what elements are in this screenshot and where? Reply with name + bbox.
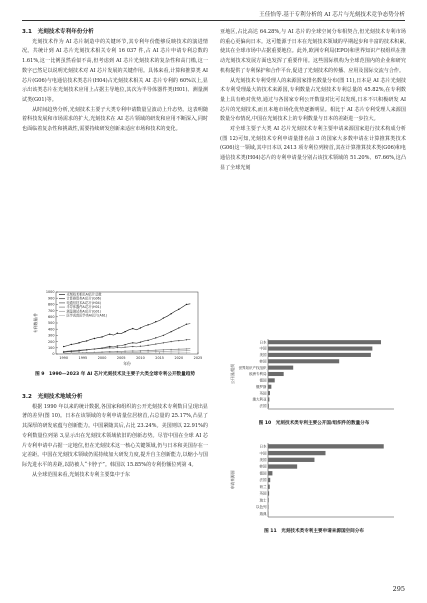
data-point: [170, 331, 171, 332]
data-point: [178, 348, 179, 349]
data-point: [117, 333, 118, 334]
x-axis-label: 年份: [123, 361, 131, 366]
data-point: [186, 324, 187, 325]
data-point: [163, 349, 164, 350]
data-point: [132, 342, 133, 343]
bar: [268, 359, 339, 363]
bar: [268, 491, 269, 495]
category-label: 日本: [259, 340, 267, 345]
data-point: [186, 304, 187, 305]
category-label: 中国: [259, 451, 267, 456]
data-point: [147, 351, 148, 352]
category-label: 法国: [259, 404, 267, 409]
right-column-text: [220, 28, 406, 174]
figure-10-caption: 图 10 光刻技术类专利主要公开国/组织件的数量分布: [258, 421, 370, 426]
data-point: [117, 353, 118, 354]
bar: [268, 391, 270, 395]
data-point: [140, 353, 141, 354]
data-point: [155, 352, 156, 353]
y-tick-label: 600: [48, 315, 55, 319]
data-point: [132, 353, 133, 354]
category-label: 日本: [259, 444, 267, 449]
running-head: 王佳怡等.基于专利分析的 AI 芯片与光刻技术竞争态势分析: [259, 12, 405, 18]
data-point: [78, 350, 79, 351]
y-tick-label: 700: [48, 308, 55, 313]
data-point: [86, 353, 87, 354]
category-label: 欧洲专利局: [249, 372, 267, 377]
data-point: [71, 353, 72, 354]
category-label: 美国: [259, 458, 267, 463]
data-point: [124, 351, 125, 352]
data-point: [71, 350, 72, 351]
data-point: [132, 328, 133, 329]
data-point: [147, 324, 148, 325]
bar: [268, 471, 272, 475]
paragraph: 从时间趋势分析,光刻技术主要子大类专利申请数量呈波动上升态势。这表明随着科技发展和市场需求的扩大,光刻技术在 AI 芯片领域的研发和应用不断深入,同时也面临着复杂性和挑战性,需要持续研发创新来适应市场和技术的变化。: [22, 106, 208, 133]
data-point: [155, 337, 156, 338]
x-tick-label: 2005: [116, 356, 126, 360]
data-point: [178, 327, 179, 328]
data-point: [86, 340, 87, 341]
data-point: [163, 342, 164, 343]
page-number: 295: [392, 585, 405, 593]
y-axis-label: 专利数量/件: [33, 312, 38, 334]
bar: [268, 353, 371, 357]
data-point: [155, 343, 156, 344]
data-point: [163, 352, 164, 353]
bar-chart-svg: [228, 336, 400, 418]
paragraph: 光刻技术作为 AI 芯片制造中的关键环节,其专利年份能够反映技术的演进情况。共统计到 AI 芯片光刻技术相关专利 16 037 件,占 AI 芯片申请专利总数的 1.61%,这一比例虽然看似不高,但考虑到 AI 芯片光刻技术的复杂性和高门槛,这一数字已然足以说明光刻技术对 AI 芯片发展的关键作用。具体来看,计算和推算类 AI 芯片(G06)与电通信技术类芯片(H04)占光刻技术相关 AI 芯片专利的 60%以上,显示出该类芯片在光刻技术应用上占据主导地位,其次为半导体器件类(H01)、测量测试类(G01)等。: [22, 38, 208, 103]
data-point: [101, 353, 102, 354]
data-point: [101, 336, 102, 337]
data-point: [163, 351, 164, 352]
legend-label: 半导体器件AI芯片(H01): [66, 305, 101, 310]
category-label: 德国: [259, 471, 267, 476]
data-point: [170, 350, 171, 351]
category-label: 澳大利亚: [252, 397, 267, 402]
data-point: [178, 340, 179, 341]
bar: [268, 478, 270, 482]
category-label: 中国: [259, 346, 267, 351]
data-point: [101, 348, 102, 349]
data-point: [186, 352, 187, 353]
category-label: 韩国: [259, 359, 267, 364]
category-label: 世界知识产权组织: [238, 365, 267, 370]
data-point: [147, 350, 148, 351]
category-label: 瑞典: [259, 511, 267, 516]
y-tick-label: 500: [48, 321, 55, 326]
figure-11-caption: 图 11 光刻技术类专利主要申请来源国空间分布: [264, 529, 364, 534]
data-point: [147, 340, 148, 341]
data-point: [147, 352, 148, 353]
legend-label: 医学或兽医学类AI芯片(A61): [66, 313, 108, 318]
data-point: [63, 353, 64, 354]
x-tick-label: 2015: [155, 356, 164, 360]
bar: [268, 397, 269, 401]
bar: [268, 385, 271, 389]
x-tick-label: 2025: [193, 356, 202, 360]
paragraph: 亚地区,占比高达 64.28%,与 AI 芯片的全球空间分布相契合,但光刻技术专利市场的重心更偏向日本。这可能源于日本在光刻技术领域的早期起步和丰富的技术积累,使其在全球市场中占据重要地位。此外,欧洲专利局(EPO)和世界知识产权组织在推动光刻技术发展方面也发挥了重要作用。这些国际机构为全球范围内的企业和研究机构提供了专利保护和合作平台,促进了光刻技术的传播、应用及国际交流与合作。: [220, 29, 406, 74]
x-tick-label: 2010: [136, 356, 145, 360]
data-point: [155, 321, 156, 322]
data-point: [178, 350, 179, 351]
legend-label: 电通信技术AI芯片(H04): [66, 300, 101, 305]
category-label: 荷兰: [259, 484, 267, 489]
bar: [268, 458, 314, 462]
bar: [268, 378, 275, 382]
series-line: [64, 324, 191, 353]
figure-11-bar-chart: [228, 440, 400, 526]
legend-label: 计算推算类AI芯片(G06): [66, 296, 101, 301]
bar: [268, 451, 325, 455]
left-column-top: [22, 28, 208, 135]
data-point: [63, 346, 64, 347]
data-point: [78, 342, 79, 343]
data-point: [170, 341, 171, 342]
data-point: [140, 327, 141, 328]
figure-10-bar-chart: [228, 336, 400, 418]
bar: [268, 505, 269, 509]
category-label: 以色列: [256, 505, 267, 510]
legend-label: 测量测试类AI芯片(G01): [66, 309, 101, 314]
bar: [268, 498, 269, 502]
x-tick-label: 2020: [174, 356, 184, 360]
data-point: [124, 331, 125, 332]
figure-9-line-chart: [32, 288, 202, 368]
data-point: [124, 353, 125, 354]
bar-chart-svg: [228, 440, 400, 526]
y-tick-label: 1000: [45, 290, 55, 295]
legend-label: 光刻技术相关AI芯片总数: [66, 292, 102, 297]
paragraph: 根据 1990 年以来的统计数据,各国家和组织的公开光刻技术专利数目呈现出显著的差异(图 10)。日本在该领域的专利申请量位居榜首,占总量的 25.17%,凸显了其深厚的研发底蕴与创新能力。中国紧随其后,占比 23.24%。美国则以 22.91%的专利数量位列第 3,显示出在光刻技术领域依旧的创新态势。尽管中国在全球 AI 芯片专利申请中占据一定地位,但在光刻技术这一核心关键领域,仍与日本和美国存在一定差距。中国在光刻技术领域仍需持续加大研发力度,提升自主创新能力,以缩小与国际先进水平的差距,以防被人“卡脖子”。韩国以 15.85%的专利份额位列第 4。: [22, 403, 208, 468]
data-point: [155, 351, 156, 352]
data-point: [109, 333, 110, 334]
data-point: [178, 352, 179, 353]
y-tick-label: 100: [48, 346, 55, 350]
data-point: [86, 349, 87, 350]
data-point: [155, 349, 156, 350]
x-tick-label: 1990: [59, 356, 68, 360]
data-point: [94, 338, 95, 339]
bar: [268, 404, 269, 408]
bar: [268, 372, 284, 376]
category-label: 韩国: [259, 464, 267, 469]
data-point: [170, 349, 171, 350]
category-label: 德国: [259, 378, 267, 383]
data-point: [140, 350, 141, 351]
data-point: [109, 353, 110, 354]
section-heading-3-1: 3.1 光刻技术专利年份分析: [22, 29, 94, 35]
header-rule: [22, 20, 405, 21]
data-point: [94, 348, 95, 349]
paragraph: 从全球范围来看,光刻技术专利主要集中于东: [32, 471, 130, 478]
data-point: [163, 335, 164, 336]
data-point: [132, 346, 133, 347]
data-point: [109, 347, 110, 348]
x-tick-label: 1995: [78, 356, 88, 360]
y-tick-label: 0: [52, 352, 55, 357]
bar: [268, 485, 270, 489]
data-point: [163, 317, 164, 318]
data-point: [140, 346, 141, 347]
y-tick-label: 900: [48, 296, 55, 301]
data-point: [186, 339, 187, 340]
data-point: [117, 345, 118, 346]
data-point: [124, 344, 125, 345]
left-column-bottom: [22, 393, 208, 480]
bar: [268, 347, 372, 351]
data-point: [170, 352, 171, 353]
category-label: 俄罗斯: [256, 384, 267, 389]
y-tick-label: 300: [48, 333, 55, 338]
category-label: 瑞士: [259, 498, 267, 503]
paragraph: 从光刻技术专利受理人的来源国家排名数量分布(图 11),日本是 AI 芯片光刻技术专利受理最大的技术来源国,专利数量占光刻技术专利总量的 45.82%,在专利数量上具有绝对优势,通过与各国家专利公开数量对比可以发现,日本不只积极研发 AI 芯片的光刻技术,而且本地市场化优势逐渐明显。相比于 AI 芯片专利受理人来源国数量分布情况,中国在光刻技术上的专利数量与日本的差距进一步拉大。: [220, 77, 406, 123]
figure-9-caption: 图 9 1990—2023 年 AI 芯片光刻技术及主要子大类全球专利公开数量趋势: [35, 372, 195, 377]
y-tick-label: 200: [48, 339, 55, 344]
category-label: 英国: [259, 391, 267, 396]
section-heading-3-2: 3.2 光刻技术地域分析: [22, 394, 83, 400]
data-point: [170, 313, 171, 314]
line-chart-svg: [32, 288, 202, 368]
y-tick-label: 800: [48, 302, 55, 307]
data-point: [78, 353, 79, 354]
data-point: [63, 351, 64, 352]
category-label: 英国: [259, 491, 267, 496]
bar: [268, 366, 293, 370]
data-point: [117, 347, 118, 348]
data-point: [124, 346, 125, 347]
data-point: [132, 350, 133, 351]
y-axis-label: 公开国/组织: [230, 363, 235, 385]
data-point: [186, 348, 187, 349]
bar: [268, 464, 297, 468]
data-point: [186, 350, 187, 351]
paragraph: 对全球主要子大类 AI 芯片光刻技术专利主要申请来源国家进行技术构成分析(图 12)可知,光刻技术专利申请量排名前 3 的国家大多数申请在计算推算类技术(G06)这一领域,其中日本以 2413 项专利位列榜首,其在计算推算技术类(G06)和电通信技术类(H04)芯片的专利申请量分别占该技术领域的 51.20%、67.66%,这凸显了全球光刻: [220, 126, 406, 171]
y-axis-label: 申请来源国: [230, 470, 235, 490]
category-label: 法国: [259, 478, 267, 483]
bar: [268, 340, 381, 344]
bar: [268, 511, 269, 515]
data-point: [147, 345, 148, 346]
data-point: [71, 344, 72, 345]
bar: [268, 444, 384, 448]
y-tick-label: 400: [48, 327, 55, 332]
category-label: 美国: [259, 353, 267, 358]
data-point: [178, 309, 179, 310]
data-point: [109, 346, 110, 347]
data-point: [94, 353, 95, 354]
data-point: [140, 342, 141, 343]
x-tick-label: 2000: [97, 356, 107, 360]
